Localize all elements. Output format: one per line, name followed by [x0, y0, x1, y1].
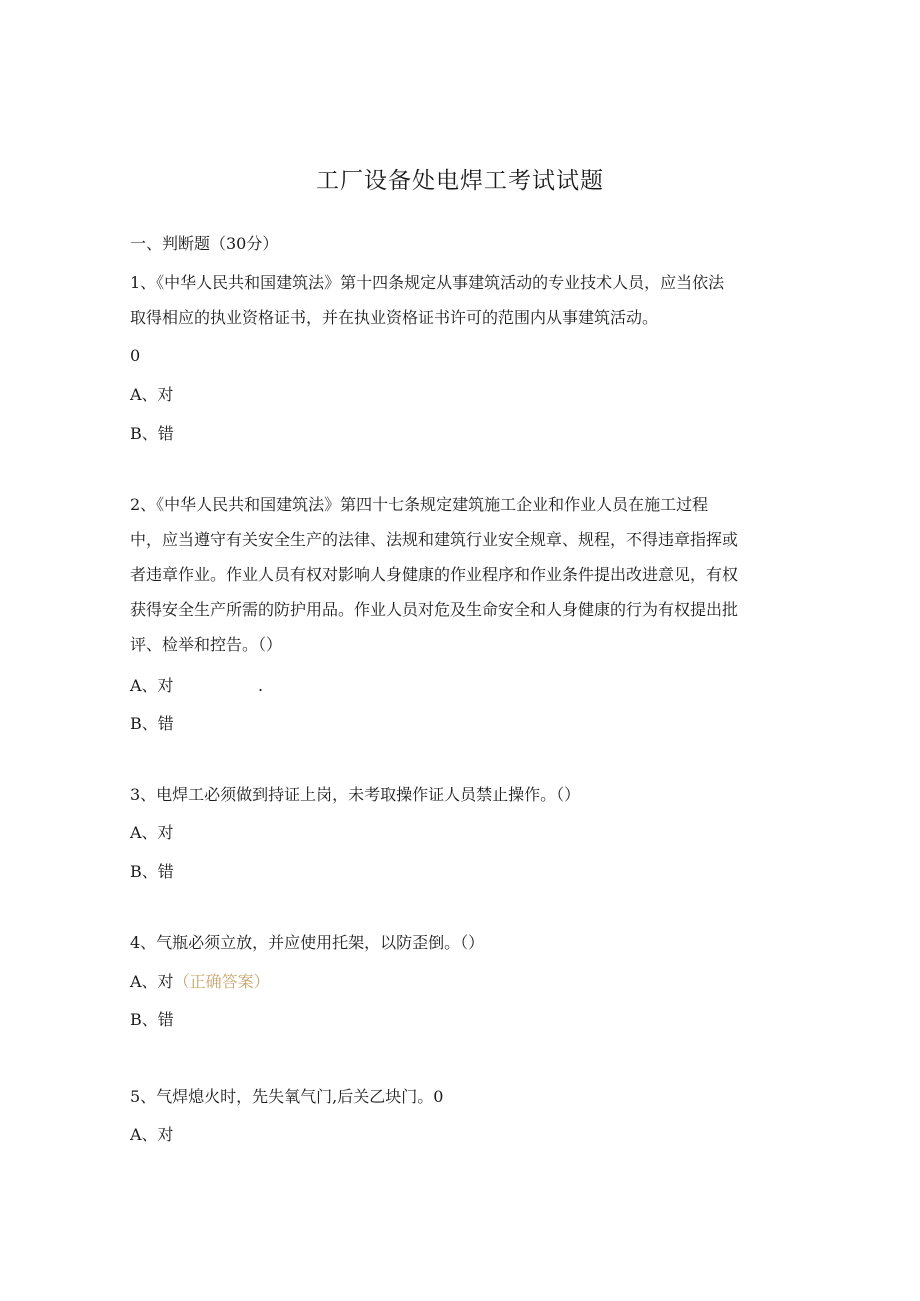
question-2-option-b: B、错: [130, 714, 174, 733]
question-1-option-b: B、错: [130, 424, 174, 443]
page-title: 工厂设备处电焊工考试试题: [316, 168, 604, 194]
question-2-text-line-2: 中，应当遵守有关安全生产的法律、法规和建筑行业安全规章、规程，不得违章指挥或: [130, 530, 739, 549]
question-4-option-a-line: [130, 972, 270, 992]
question-1-text-line-3: 0: [130, 346, 141, 365]
question-2-text-line-1: 2、《中华人民共和国建筑法》第四十七条规定建筑施工企业和作业人员在施工过程: [130, 495, 709, 514]
section-heading: 一、判断题（30分）: [130, 234, 279, 253]
question-4-text-line-1: 4、气瓶必须立放，并应使用托架，以防歪倒。（）: [130, 933, 485, 952]
question-2-text-line-5: 评、检举和控告。（）: [130, 635, 283, 654]
question-1-text-line-2: 取得相应的执业资格证书，并在执业资格证书许可的范围内从事建筑活动。: [130, 308, 659, 327]
question-3-option-b: B、错: [130, 862, 174, 881]
question-5-text-line-1: 5、气焊熄火时，先失氧气门,后关乙块门。0: [130, 1087, 444, 1106]
question-3-option-a: A、对: [130, 823, 174, 842]
question-2-option-a-mark: .: [258, 676, 264, 695]
question-2-text-line-3: 者违章作业。作业人员有权对影响人身健康的作业程序和作业条件提出改进意见，有权: [130, 565, 739, 584]
question-2-text-line-4: 获得安全生产所需的防护用品。作业人员对危及生命安全和人身健康的行为有权提出批: [130, 600, 739, 619]
question-4-option-b: B、错: [130, 1010, 174, 1029]
question-5-option-a: A、对: [130, 1125, 174, 1144]
question-2-option-a: A、对: [130, 676, 174, 695]
question-1-text-line-1: 1、《中华人民共和国建筑法》第十四条规定从事建筑活动的专业技术人员，应当依法: [130, 273, 725, 292]
question-4-option-a: A、对: [130, 972, 174, 991]
question-1-option-a: A、对: [130, 385, 174, 404]
correct-answer-note: （正确答案）: [173, 972, 270, 991]
question-3-text-line-1: 3、电焊工必须做到持证上岗，未考取操作证人员禁止操作。（）: [130, 785, 581, 804]
